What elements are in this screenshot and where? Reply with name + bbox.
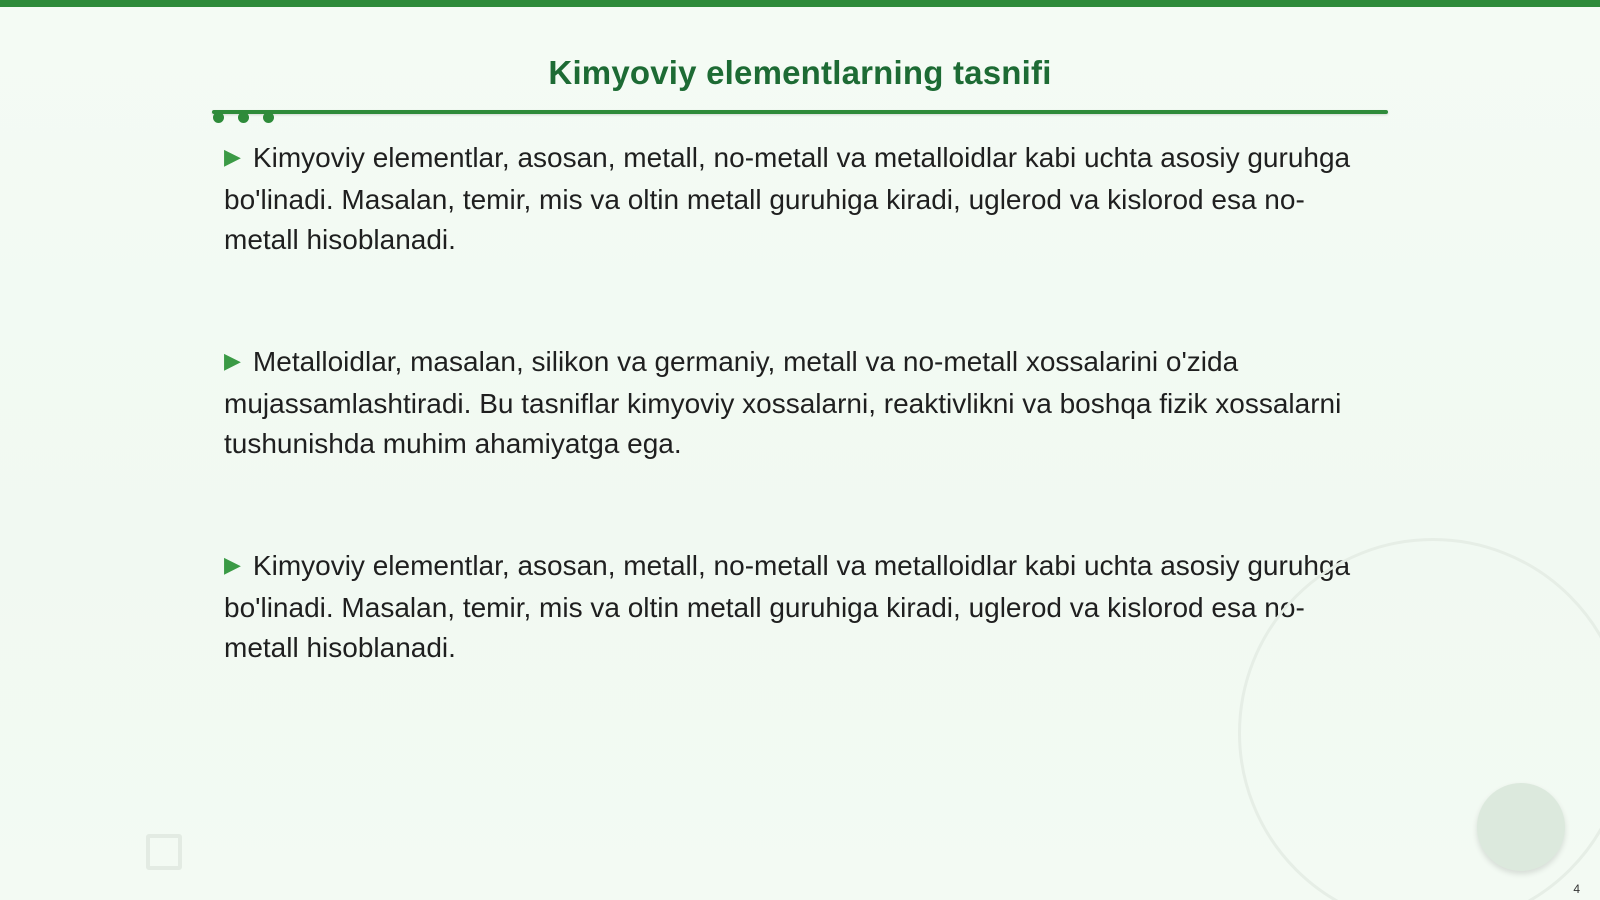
triangle-bullet-icon: ▶ bbox=[224, 552, 241, 577]
title-underline bbox=[212, 110, 1388, 114]
bullet-text: Kimyoviy elementlar, asosan, metall, no-metall va metalloidlar kabi uchta asosiy guruhga bo'linadi. Masalan, temir, mis va oltin metall guruhiga kiradi, uglerod va kislorod esa no-metall hisoblanadi. bbox=[224, 142, 1351, 255]
page-number: 4 bbox=[1573, 882, 1580, 896]
decorative-dot bbox=[213, 112, 224, 123]
bullet-text: Metalloidlar, masalan, silikon va germaniy, metall va no-metall xossalarini o'zida mujassamlashtiradi. Bu tasniflar kimyoviy xossalarni, reaktivlikni va boshqa fizik xossalarni tushunishda muhim ahamiyatga ega. bbox=[224, 346, 1342, 459]
decorative-circle bbox=[1477, 783, 1565, 871]
bullet-list bbox=[224, 138, 1354, 668]
bullet-text: Kimyoviy elementlar, asosan, metall, no-metall va metalloidlar kabi uchta asosiy guruhga bo'linadi. Masalan, temir, mis va oltin metall guruhiga kiradi, uglerod va kislorod esa no-metall hisoblanadi. bbox=[224, 550, 1351, 663]
decorative-dot bbox=[238, 112, 249, 123]
triangle-bullet-icon: ▶ bbox=[224, 348, 241, 373]
bullet-item bbox=[224, 138, 1354, 260]
slide-title: Kimyoviy elementlarning tasnifi bbox=[548, 54, 1052, 91]
bullet-item bbox=[224, 546, 1354, 668]
triangle-bullet-icon: ▶ bbox=[224, 144, 241, 169]
bullet-item bbox=[224, 342, 1354, 464]
decorative-dot bbox=[263, 112, 274, 123]
decorative-square bbox=[146, 834, 182, 870]
top-accent-bar bbox=[0, 0, 1600, 7]
